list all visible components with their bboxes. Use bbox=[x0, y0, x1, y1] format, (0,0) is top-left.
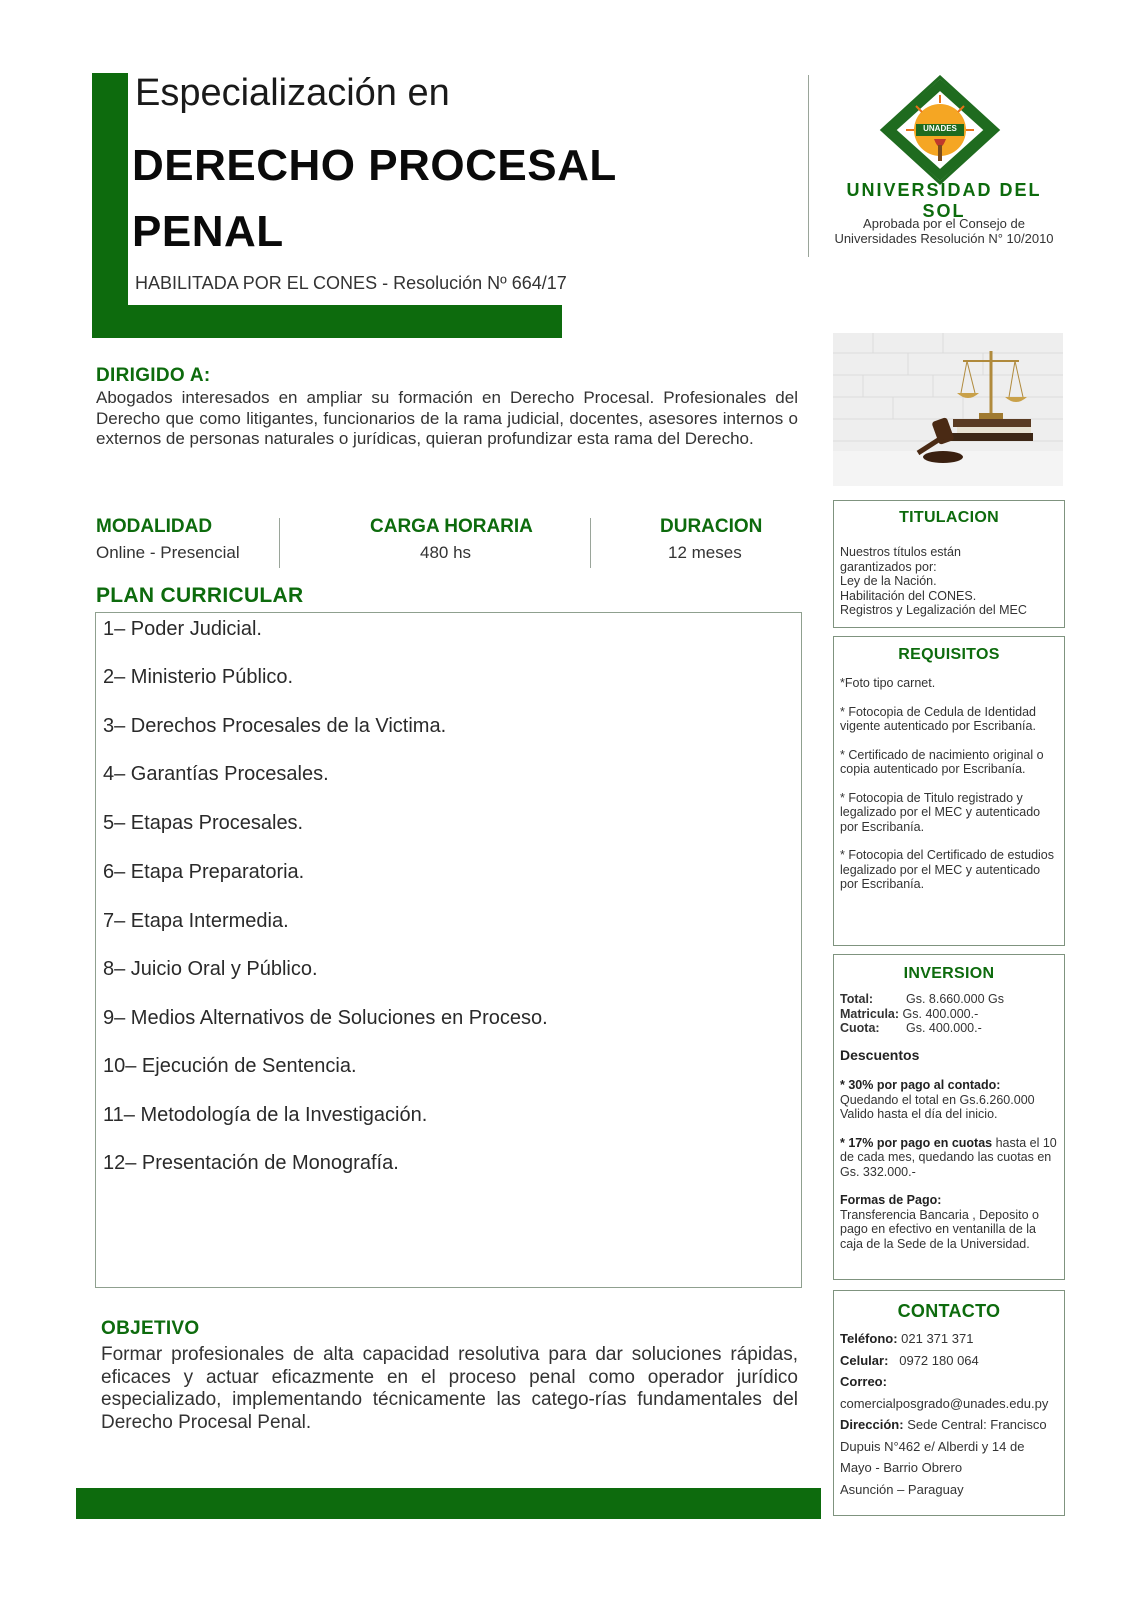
list-item: 9– Medios Alternativos de Soluciones en Proceso. bbox=[103, 1007, 548, 1029]
header-accent-bar bbox=[92, 73, 128, 338]
requisitos-box bbox=[833, 636, 1065, 946]
header-divider bbox=[808, 75, 809, 257]
cuota-row: Cuota: Gs. 400.000.- bbox=[840, 1021, 982, 1035]
contacto-heading: CONTACTO bbox=[897, 1301, 1001, 1321]
ciudad: Asunción – Paraguay bbox=[840, 1481, 964, 1497]
email-link[interactable]: comercialposgrado@unades.edu.py bbox=[840, 1395, 1049, 1411]
duracion-label: DURACION bbox=[660, 516, 763, 537]
header-pre-title: Especialización en bbox=[135, 72, 450, 114]
page-title bbox=[132, 133, 617, 265]
list-item: * Fotocopia del Certificado de estudios legalizado por el MEC y autenticado por Escribanía. bbox=[840, 848, 1055, 891]
descuento-contado: * 30% por pago al contado: Quedando el total en Gs.6.260.000 Valido hasta el día del inicio. bbox=[840, 1078, 1035, 1121]
list-item: * Fotocopia de Titulo registrado y legalizado por el MEC y autenticado por Escribanía. bbox=[840, 790, 1041, 834]
list-item: 4– Garantías Procesales. bbox=[103, 763, 329, 785]
contacto-box bbox=[833, 1290, 1065, 1516]
modalidad-value: Online - Presencial bbox=[96, 543, 240, 562]
list-item: 5– Etapas Procesales. bbox=[103, 812, 304, 834]
footer-bar bbox=[76, 1488, 821, 1519]
plan-heading: PLAN CURRICULAR bbox=[96, 584, 304, 607]
carga-horaria-label: CARGA HORARIA bbox=[370, 516, 533, 537]
list-item: 12– Presentación de Monografía. bbox=[103, 1152, 399, 1174]
telefono-row: Teléfono: 021 371 371 bbox=[840, 1331, 974, 1346]
logo-text: UNADES bbox=[923, 124, 957, 133]
matricula-row: Matricula: Gs. 400.000.- bbox=[840, 1006, 979, 1021]
dirigido-text: Abogados interesados en ampliar su formación en Derecho Procesal. Profesionales del Derecho que como litigantes, funcionarios de la rama judicial, docentes, asesores internos o externos de personas naturales o jurídicas, quieran profundizar esta rama del Derecho. bbox=[96, 388, 798, 448]
list-item: * Fotocopia de Cedula de Identidad vigente autenticado por Escribanía. bbox=[840, 704, 1036, 733]
formas-de-pago: Formas de Pago: Transferencia Bancaria , Deposito o pago en efectivo en ventanilla de la caja de la Sede de la Universidad. bbox=[840, 1193, 1039, 1251]
duracion-value: 12 meses bbox=[668, 543, 742, 562]
list-item: 2– Ministerio Público. bbox=[103, 666, 294, 688]
total-row: Total: Gs. 8.660.000 Gs bbox=[840, 992, 1004, 1006]
descuentos-label: Descuentos bbox=[840, 1046, 920, 1063]
justice-scales-photo bbox=[833, 333, 1063, 486]
plan-list bbox=[95, 612, 802, 1288]
titulacion-text: Nuestros títulos están garantizados por: Ley de la Nación. Habilitación del CONES. Registros y Legalización del MEC bbox=[840, 545, 1027, 617]
objetivo-text: Formar profesionales de alta capacidad resolutiva para dar soluciones rápidas, eficaces y actuar eficazmente en el proceso penal como operador jurídico especializado, implementando técnicamente las catego-rías fundamentales del Derecho Procesal Penal. bbox=[101, 1344, 798, 1433]
requisitos-heading: REQUISITOS bbox=[898, 646, 1000, 663]
carga-horaria-value: 480 hs bbox=[420, 543, 472, 562]
dirigido-heading: DIRIGIDO A: bbox=[96, 365, 211, 386]
direccion-row: Dirección: Sede Central: Francisco Dupuis N°462 e/ Alberdi y 14 de Mayo - Barrio Obrero bbox=[840, 1417, 1047, 1475]
university-name: UNIVERSIDAD DEL SOL bbox=[846, 180, 1042, 221]
header-underline-bar bbox=[92, 305, 562, 338]
list-item: 10– Ejecución de Sentencia. bbox=[103, 1055, 357, 1077]
title-line-1: DERECHO PROCESAL bbox=[132, 141, 617, 190]
modalidad-label: MODALIDAD bbox=[96, 516, 213, 537]
header-subtitle: HABILITADA POR EL CONES - Resolución Nº 664/17 bbox=[135, 273, 567, 293]
titulacion-heading: TITULACION bbox=[899, 509, 999, 526]
inversion-box bbox=[833, 954, 1065, 1280]
titulacion-box bbox=[833, 500, 1065, 628]
title-line-2: PENAL bbox=[132, 207, 284, 256]
university-approval: Aprobada por el Consejo de Universidades Resolución N° 10/2010 bbox=[834, 216, 1054, 246]
list-item: 1– Poder Judicial. bbox=[103, 618, 262, 640]
list-item: * Certificado de nacimiento original o copia autenticado por Escribanía. bbox=[840, 747, 1044, 776]
list-item: 11– Metodología de la Investigación. bbox=[103, 1104, 428, 1126]
celular-row: Celular: 0972 180 064 bbox=[840, 1352, 979, 1368]
list-item: 8– Juicio Oral y Público. bbox=[103, 958, 318, 980]
list-item: 7– Etapa Intermedia. bbox=[103, 910, 289, 932]
descuento-cuotas: * 17% por pago en cuotas hasta el 10 de cada mes, quedando las cuotas en Gs. 332.000.- bbox=[840, 1135, 1057, 1179]
info-divider-1 bbox=[279, 518, 280, 568]
list-item: *Foto tipo carnet. bbox=[840, 676, 936, 690]
correo-label: Correo: bbox=[840, 1374, 887, 1389]
inversion-heading: INVERSION bbox=[903, 965, 995, 982]
info-divider-2 bbox=[590, 518, 591, 568]
list-item: 6– Etapa Preparatoria. bbox=[103, 861, 305, 883]
list-item: 3– Derechos Procesales de la Victima. bbox=[103, 715, 447, 737]
objetivo-heading: OBJETIVO bbox=[101, 1318, 200, 1339]
requisitos-list bbox=[840, 676, 1058, 892]
